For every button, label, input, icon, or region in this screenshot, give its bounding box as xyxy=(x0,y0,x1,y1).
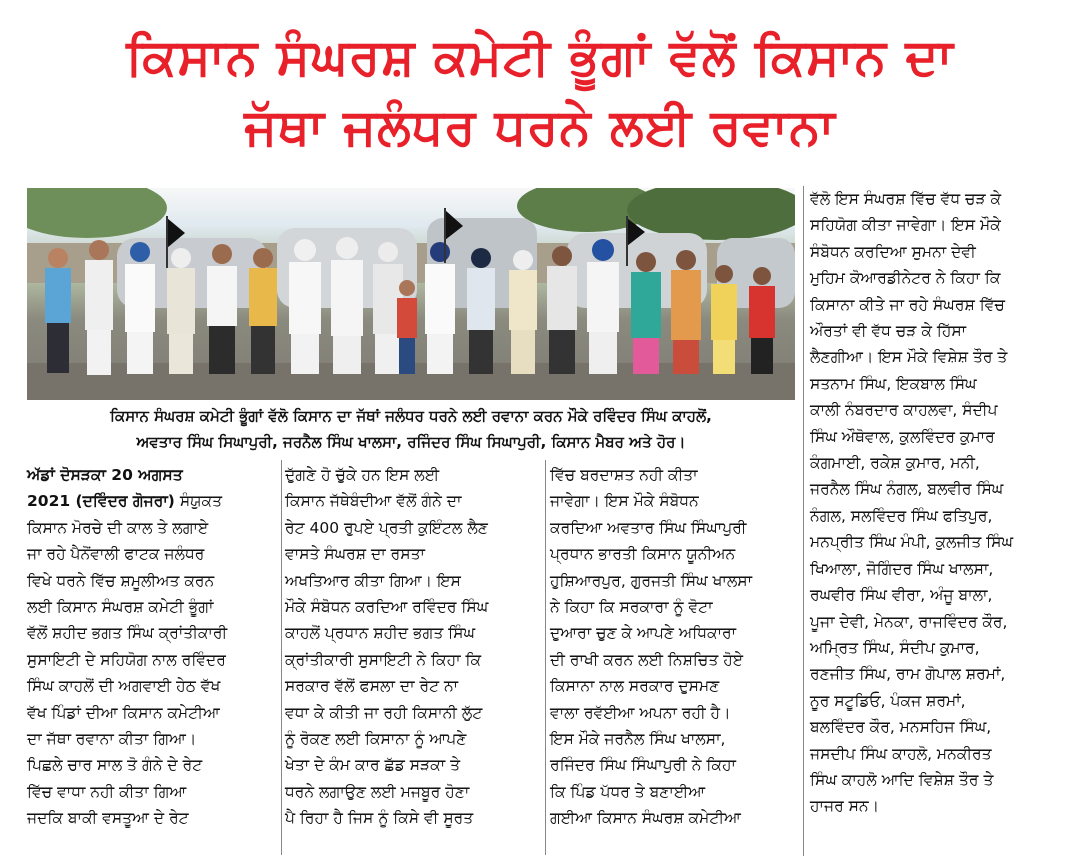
article-line: ਕਾਹਲੋਂ ਪ੍ਰਧਾਨ ਸ਼ਹੀਦ ਭਗਤ ਸਿੰਘ xyxy=(285,624,476,643)
article-line: ਰਣਜੀਤ ਸਿੰਘ, ਰਾਮ ਗੋਪਾਲ ਸ਼ਰਮਾਂ, xyxy=(810,665,1006,684)
article-line: ਬਲਵਿੰਦਰ ਕੌਰ, ਮਨਸਹਿਜ ਸਿੰਘ, xyxy=(810,718,992,737)
headline-line-1: ਕਿਸਾਨ ਸੰਘਰਸ਼ ਕਮੇਟੀ ਭੂੰਗਾਂ ਵੱਲੋਂ ਕਿਸਾਨ ਦਾ xyxy=(126,28,954,86)
photo-caption xyxy=(27,403,795,455)
article-line: ਸਤਨਾਮ ਸਿੰਘ, ਇਕਬਾਲ ਸਿੰਘ xyxy=(810,374,977,393)
article-line: ਵੱਖ ਪਿੰਡਾਂ ਦੀਆ ਕਿਸਾਨ ਕਮੇਟੀਆ xyxy=(27,703,220,722)
article-line: ਅਮ੍ਰਿਤ ਸਿੰਘ, ਸੰਦੀਪ ਕੁਮਾਰ, xyxy=(810,638,980,657)
article-line: ਨੰਗਲ, ਸਲਵਿੰਦਰ ਸਿੰਘ ਫਤਿਪੁਰ, xyxy=(810,506,993,525)
article-line: ਮੁਹਿਮ ਕੋਆਰਡੀਨੇਟਰ ਨੇ ਕਿਹਾ ਕਿ xyxy=(810,269,1001,288)
article-line: ਸੰਬੋਧਨ ਕਰਦਿਆ ਸੁਮਨਾ ਦੇਵੀ xyxy=(810,242,976,261)
article-line: ਜਾਵੇਗਾ। ਇਸ ਮੌਕੇ ਸੰਬੋਧਨ xyxy=(550,492,699,511)
article-line: ਜਰਨੈਲ ਸਿੰਘ ਨੰਗਲ, ਬਲਵੀਰ ਸਿੰਘ xyxy=(810,480,1004,499)
article-line: ਵਾਲਾ ਰਵੱਈਆ ਅਪਨਾ ਰਹੀ ਹੈ। xyxy=(550,703,731,722)
article-line: ਵਾਸਤੇ ਸੰਘਰਸ਼ ਦਾ ਰਸਤਾ xyxy=(285,545,425,564)
column-divider xyxy=(803,186,804,856)
article-line: ਨੇ ਕਿਹਾ ਕਿ ਸਰਕਾਰਾ ਨੂੰ ਵੋਟਾ xyxy=(550,598,713,617)
article-column-1 xyxy=(27,462,277,832)
group-photo xyxy=(27,188,795,400)
article-line: ਨੂਰ ਸਟੂਡਿਓ, ਪੰਕਜ ਸ਼ਰਮਾਂ, xyxy=(810,691,966,710)
article-line: ਦੁੱਗਣੇ ਹੋ ਚੁੱਕੇ ਹਨ ਇਸ ਲਈ xyxy=(285,466,440,484)
article-line: ਕਰਦਿਆ ਅਵਤਾਰ ਸਿੰਘ ਸਿੰਘਾਪੁਰੀ xyxy=(550,518,747,537)
article-line: ਕਿ ਪਿੰਡ ਪੱਧਰ ਤੇ ਬਣਾਈਆ xyxy=(550,782,706,801)
article-line: ਨੂੰ ਰੋਕਣ ਲਈ ਕਿਸਾਨਾ ਨੂੰ ਆਪਣੇ xyxy=(285,730,467,749)
article-line: ਦੀ ਰਾਖੀ ਕਰਨ ਲਈ ਨਿਸ਼ਚਿਤ ਹੋਏ xyxy=(550,650,744,669)
article-line: ਵੱਲੋ ਇਸ ਸੰਘਰਸ਼ ਵਿੱਚ ਵੱਧ ਚੜ ਕੇ xyxy=(810,190,1002,208)
article-line: ਸਿੰਘ ਕਾਹਲੋ ਆਦਿ ਵਿਸ਼ੇਸ਼ ਤੌਰ ਤੇ xyxy=(810,770,994,789)
article-line: ਖਿਆਲਾ, ਜੋਗਿੰਦਰ ਸਿੰਘ ਖਾਲਸਾ, xyxy=(810,559,994,578)
article-line-start: ਸੰਯੁਕਤ xyxy=(179,492,223,511)
article-line: ਸੁਸਾਇਟੀ ਦੇ ਸਹਿਯੋਗ ਨਾਲ ਰਵਿੰਦਰ xyxy=(27,650,226,669)
article-line: ਹੁਸ਼ਿਆਰਪੁਰ, ਗੁਰਜਤੀ ਸਿੰਘ ਖਾਲਸਾ xyxy=(550,571,753,590)
article-line: ਅਖਤਿਆਰ ਕੀਤਾ ਗਿਆ। ਇਸ xyxy=(285,571,461,590)
article-line: ਕਿਸਾਨ ਮੋਰਚੇ ਦੀ ਕਾਲ ਤੇ ਲਗਾਏ xyxy=(27,518,209,537)
article-line: ਕਿਸਾਨਾ ਕੀਤੇ ਜਾ ਰਹੇ ਸੰਘਰਸ਼ ਵਿੱਚ xyxy=(810,295,1005,314)
article-line: ਰੇਟ 400 ਰੁਪਏ ਪ੍ਰਤੀ ਕੁਇੰਟਲ ਲੈਣ xyxy=(285,518,488,537)
article-line: ਪੂਜਾ ਦੇਵੀ, ਮੇਨਕਾ, ਰਾਜਵਿੰਦਰ ਕੌਰ, xyxy=(810,612,1008,631)
article-column-3 xyxy=(550,462,795,832)
article-line: ਸਹਿਯੋਗ ਕੀਤਾ ਜਾਵੇਗਾ। ਇਸ ਮੌਕੇ xyxy=(810,216,1001,235)
group-photo-icon xyxy=(27,188,795,400)
dateline: ਅੱਡਾਂ ਦੋਸੜਕਾ 20 ਅਗਸਤ xyxy=(27,466,183,484)
article-line: ਪ੍ਰਧਾਨ ਭਾਰਤੀ ਕਿਸਾਨ ਯੂਨੀਅਨ xyxy=(550,545,736,564)
article-line: ਦਾ ਜੱਥਾ ਰਵਾਨਾ ਕੀਤਾ ਗਿਆ। xyxy=(27,730,197,749)
article-line: ਲਈ ਕਿਸਾਨ ਸੰਘਰਸ਼ ਕਮੇਟੀ ਭੂੰਗਾਂ xyxy=(27,598,214,617)
column-divider xyxy=(281,460,282,855)
article-line: ਕ੍ਰਾਂਤੀਕਾਰੀ ਸੁਸਾਇਟੀ ਨੇ ਕਿਹਾ ਕਿ xyxy=(285,650,482,669)
article-line: ਜਦਕਿ ਬਾਕੀ ਵਸਤੂਆ ਦੇ ਰੇਟ xyxy=(27,809,189,828)
article-line: ਕਾਲੀ ਨੰਬਰਦਾਰ ਕਾਹਲਵਾ, ਸੰਦੀਪ xyxy=(810,401,998,420)
article-line: ਜਾ ਰਹੇ ਪੈਨੋਂਵਾਲੀ ਫਾਟਕ ਜਲੰਧਰ xyxy=(27,545,205,564)
article-line: ਸਿੰਘ ਔਥੋਵਾਲ, ਕੁਲਵਿੰਦਰ ਕੁਮਾਰ xyxy=(810,427,995,446)
author-byline: 2021 (ਦਵਿੰਦਰ ਗੋਜਰਾ) xyxy=(27,492,175,511)
article-line: ਕੰਗਮਾਈ, ਰਕੇਸ਼ ਕੁਮਾਰ, ਮਨੀ, xyxy=(810,454,980,473)
caption-line-2: ਅਵਤਾਰ ਸਿੰਘ ਸਿਘਾਪੁਰੀ, ਜਰਨੈਲ ਸਿੰਘ ਖਾਲਸਾ, ਰਜਿੰਦਰ ਸਿੰਘ ਸਿਘਾਪੁਰੀ, ਕਿਸਾਨ ਮੈਬਰ ਅਤੇ ਹੋਰ। xyxy=(136,433,686,451)
article-column-2 xyxy=(285,462,540,832)
article-line: ਵੱਲੋਂ ਸ਼ਹੀਦ ਭਗਤ ਸਿੰਘ ਕ੍ਰਾਂਤੀਕਾਰੀ xyxy=(27,624,228,643)
headline-line-2: ਜੱਥਾ ਜਲੰਧਰ ਧਰਨੇ ਲਈ ਰਵਾਨਾ xyxy=(244,98,836,156)
article-line: ਔਰਤਾਂ ਵੀ ਵੱਧ ਚੜ ਕੇ ਹਿੱਸਾ xyxy=(810,322,967,341)
article-line: ਵਿੱਚ ਵਾਧਾ ਨਹੀ ਕੀਤਾ ਗਿਆ xyxy=(27,782,187,801)
article-line: ਵਧਾ ਕੇ ਕੀਤੀ ਜਾ ਰਹੀ ਕਿਸਾਨੀ ਲੁੱਟ xyxy=(285,703,483,722)
caption-line-1: ਕਿਸਾਨ ਸੰਘਰਸ਼ ਕਮੇਟੀ ਭੂੰਗਾਂ ਵੱਲੋ ਕਿਸਾਨ ਦਾ ਜੱਥਾਂ ਜਲੰਧਰ ਧਰਨੇ ਲਈ ਰਵਾਨਾ ਕਰਨ ਮੌਕੇ ਰਵਿੰਦਰ ਸਿੰਘ ਕਾਹਲੋਂ, xyxy=(110,407,712,425)
article-line: ਦੁਆਰਾ ਚੁਣ ਕੇ ਆਪਣੇ ਅਧਿਕਾਰਾ xyxy=(550,624,737,643)
article-line: ਵਿਖੇ ਧਰਨੇ ਵਿੱਚ ਸ਼ਮੂਲੀਅਤ ਕਰਨ xyxy=(27,571,215,590)
article-line: ਲੈਣਗੀਆ। ਇਸ ਮੌਕੇ ਵਿਸ਼ੇਸ਼ ਤੌਰ ਤੇ xyxy=(810,348,1008,367)
article-line: ਵਿੱਚ ਬਰਦਾਸ਼ਤ ਨਹੀ ਕੀਤਾ xyxy=(550,466,698,484)
article-line: ਸਿੰਘ ਕਾਹਲੋਂ ਦੀ ਅਗਵਾਈ ਹੇਠ ਵੱਖ xyxy=(27,677,221,696)
article-line: ਖੇਤਾ ਦੇ ਕੰਮ ਕਾਰ ਛੱਡ ਸੜਕਾ ਤੇ xyxy=(285,756,460,775)
article-line: ਕਿਸਾਨਾ ਨਾਲ ਸਰਕਾਰ ਦੁਸਮਣ xyxy=(550,677,720,696)
article-line: ਇਸ ਮੌਕੇ ਜਰਨੈਲ ਸਿੰਘ ਖਾਲਸਾ, xyxy=(550,730,726,749)
article-line: ਪਿਛਲੇ ਚਾਰ ਸਾਲ ਤੋ ਗੰਨੇ ਦੇ ਰੇਟ xyxy=(27,756,203,775)
article-line: ਸਰਕਾਰ ਵੱਲੋਂ ਫਸਲਾ ਦਾ ਰੇਟ ਨਾ xyxy=(285,677,459,696)
article-line: ਗਈਆ ਕਿਸਾਨ ਸੰਘਰਸ਼ ਕਮੇਟੀਆ xyxy=(550,809,741,828)
article-line xyxy=(27,488,277,514)
article-line: ਹਾਜਰ ਸਨ। xyxy=(810,797,880,816)
article-line: ਮੌਕੇ ਸੰਬੋਧਨ ਕਰਦਿਆ ਰਵਿੰਦਰ ਸਿੰਘ xyxy=(285,598,489,617)
article-line: ਕਿਸਾਨ ਜੱਥੇਬੰਦੀਆ ਵੱਲੋਂ ਗੰਨੇ ਦਾ xyxy=(285,492,462,511)
article-line: ਪੈ ਰਿਹਾ ਹੈ ਜਿਸ ਨੂੰ ਕਿਸੇ ਵੀ ਸੂਰਤ xyxy=(285,809,474,828)
article-column-4 xyxy=(810,186,1060,820)
article-line: ਮਨਪ੍ਰੀਤ ਸਿੰਘ ਮੰਪੀ, ਕੁਲਜੀਤ ਸਿੰਘ xyxy=(810,533,1014,552)
article-line: ਜਸਦੀਪ ਸਿੰਘ ਕਾਹਲੋ, ਮਨਕੀਰਤ xyxy=(810,744,992,763)
article-line: ਰਜਿੰਦਰ ਸਿੰਘ ਸਿੰਘਾਪੁਰੀ ਨੇ ਕਿਹਾ xyxy=(550,756,736,775)
column-divider xyxy=(545,460,546,855)
article-line: ਧਰਨੇ ਲਗਾਉਣ ਲਈ ਮਜਬੂਰ ਹੋਣਾ xyxy=(285,782,470,801)
article-line: ਰਘਵੀਰ ਸਿੰਘ ਵੀਰਾ, ਅੰਜੂ ਬਾਲਾ, xyxy=(810,586,993,605)
